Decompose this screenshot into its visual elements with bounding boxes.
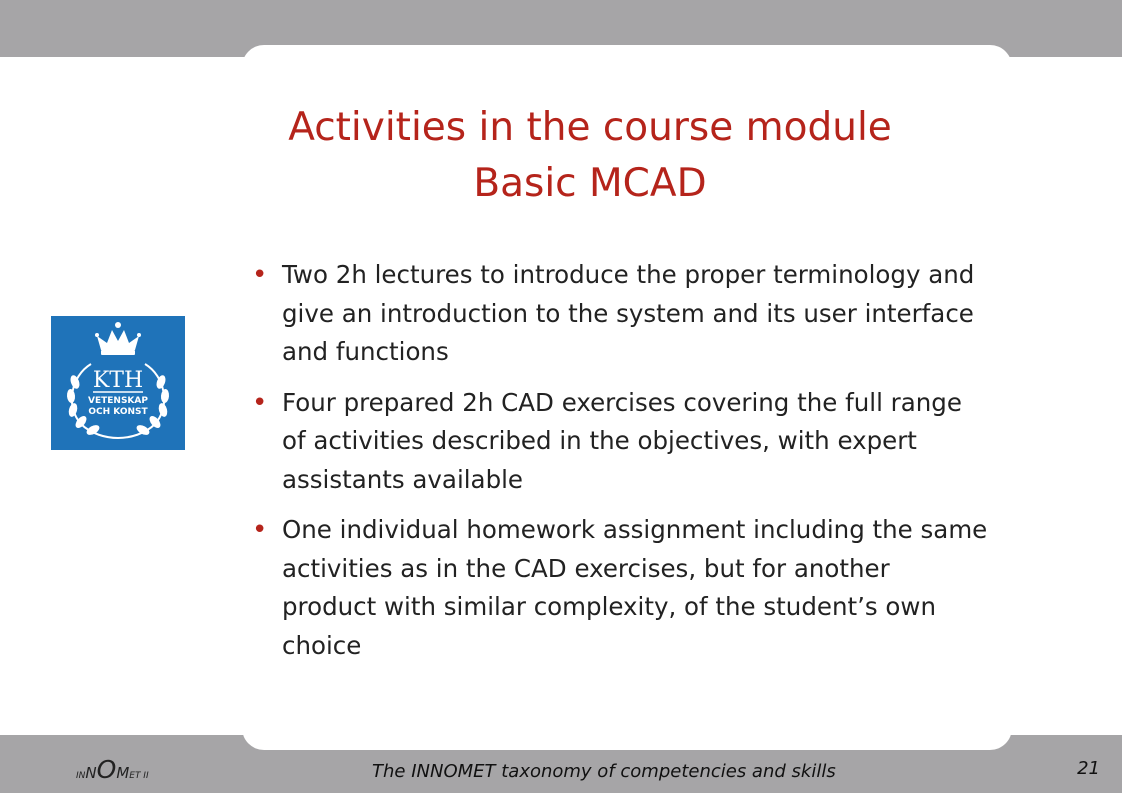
title-line-2: Basic MCAD (473, 161, 707, 206)
footer-caption: The INNOMET taxonomy of competencies and skills (372, 761, 836, 782)
page-number: 21 (1077, 758, 1100, 779)
brand-part: M (116, 764, 130, 782)
bullet-dot-icon: • (252, 260, 268, 290)
title-line-1: Activities in the course module (288, 105, 892, 150)
bullet-text: Two 2h lectures to introduce the proper terminology and give an introduction to the system and its user interface and functions (282, 260, 975, 366)
slide-title (220, 100, 960, 212)
brand-part: O (96, 755, 117, 784)
innomet-brand (76, 755, 149, 784)
logo-main-text: KTH (92, 368, 144, 393)
bullet-item (250, 384, 990, 500)
kth-logo-icon (51, 316, 185, 450)
bullet-item (250, 256, 990, 372)
logo-line-2: VETENSKAP (88, 396, 148, 406)
brand-part: IN (76, 771, 86, 781)
logo-line-3: OCH KONST (88, 407, 148, 417)
bullet-text: Four prepared 2h CAD exercises covering the full range of activities described in the objectives, with expert assistants available (282, 387, 962, 494)
brand-part: N (85, 764, 97, 782)
bullet-list (250, 256, 990, 677)
bullet-text: One individual homework assignment including the same activities as in the CAD exercises, but for another product with similar complexity, of the student’s own choice (282, 515, 988, 660)
bullet-dot-icon: • (252, 515, 268, 545)
bullet-dot-icon: • (252, 387, 268, 418)
kth-logo (51, 316, 185, 450)
bullet-item (250, 511, 990, 665)
brand-part: ET II (129, 771, 149, 781)
